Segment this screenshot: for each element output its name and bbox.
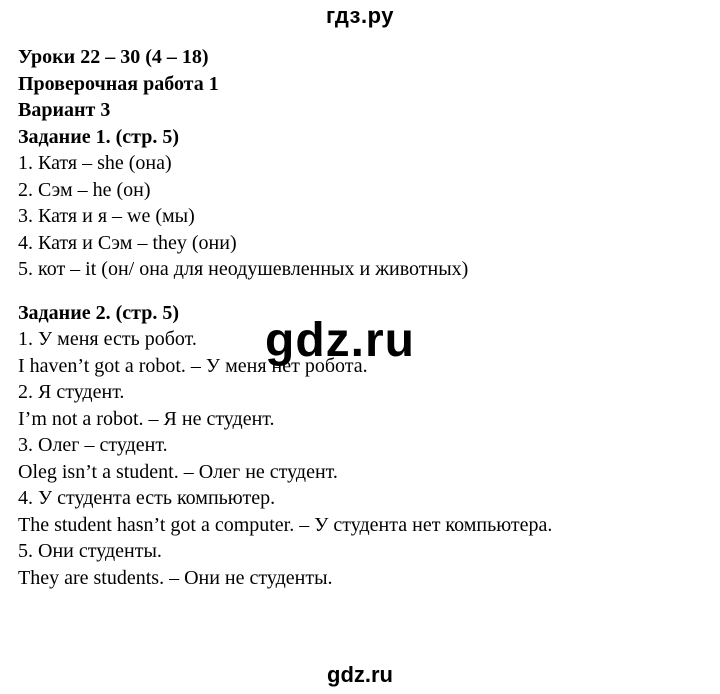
variant-heading: Вариант 3 [18,99,111,121]
task1-heading: Задание 1. (стр. 5) [18,125,179,148]
task2-line: I’m not a robot. – Я не студент. [18,407,275,430]
task2-line: 2. Я студент. [18,381,125,403]
task2-line: 4. У студента есть компьютер. [18,487,276,509]
task1-line: 5. кот – it (он/ она для неодушевленных и животных) [18,258,469,280]
task2-heading: Задание 2. (стр. 5) [18,301,179,324]
site-logo-footer: gdz.ru [327,662,393,687]
task2-line: 5. Они студенты. [18,540,162,562]
task1-line: 3. Катя и я – we (мы) [18,205,195,227]
task1-line: 2. Сэм – he (он) [18,178,151,201]
task1-line: 4. Катя и Сэм – they (они) [18,231,237,254]
site-logo-header: гдз.ру [326,3,394,28]
task2-line: They are students. – Они не студенты. [18,566,333,589]
task2-line: I haven’t got a robot. – У меня нет робота. [18,354,368,377]
task2-line: The student hasn’t got a computer. – У студента нет компьютера. [18,513,553,536]
task2-line: Oleg isn’t a student. – Олег не студент. [18,460,338,483]
task2-line: 1. У меня есть робот. [18,328,197,350]
test-title: Проверочная работа 1 [18,72,219,95]
task1-line: 1. Катя – she (она) [18,152,172,174]
section-spacer [18,283,708,300]
task2-line: 3. Олег – студент. [18,434,168,456]
watermark-logo: gdz.ru [265,314,415,367]
lessons-heading: Уроки 22 – 30 (4 – 18) [18,46,209,68]
